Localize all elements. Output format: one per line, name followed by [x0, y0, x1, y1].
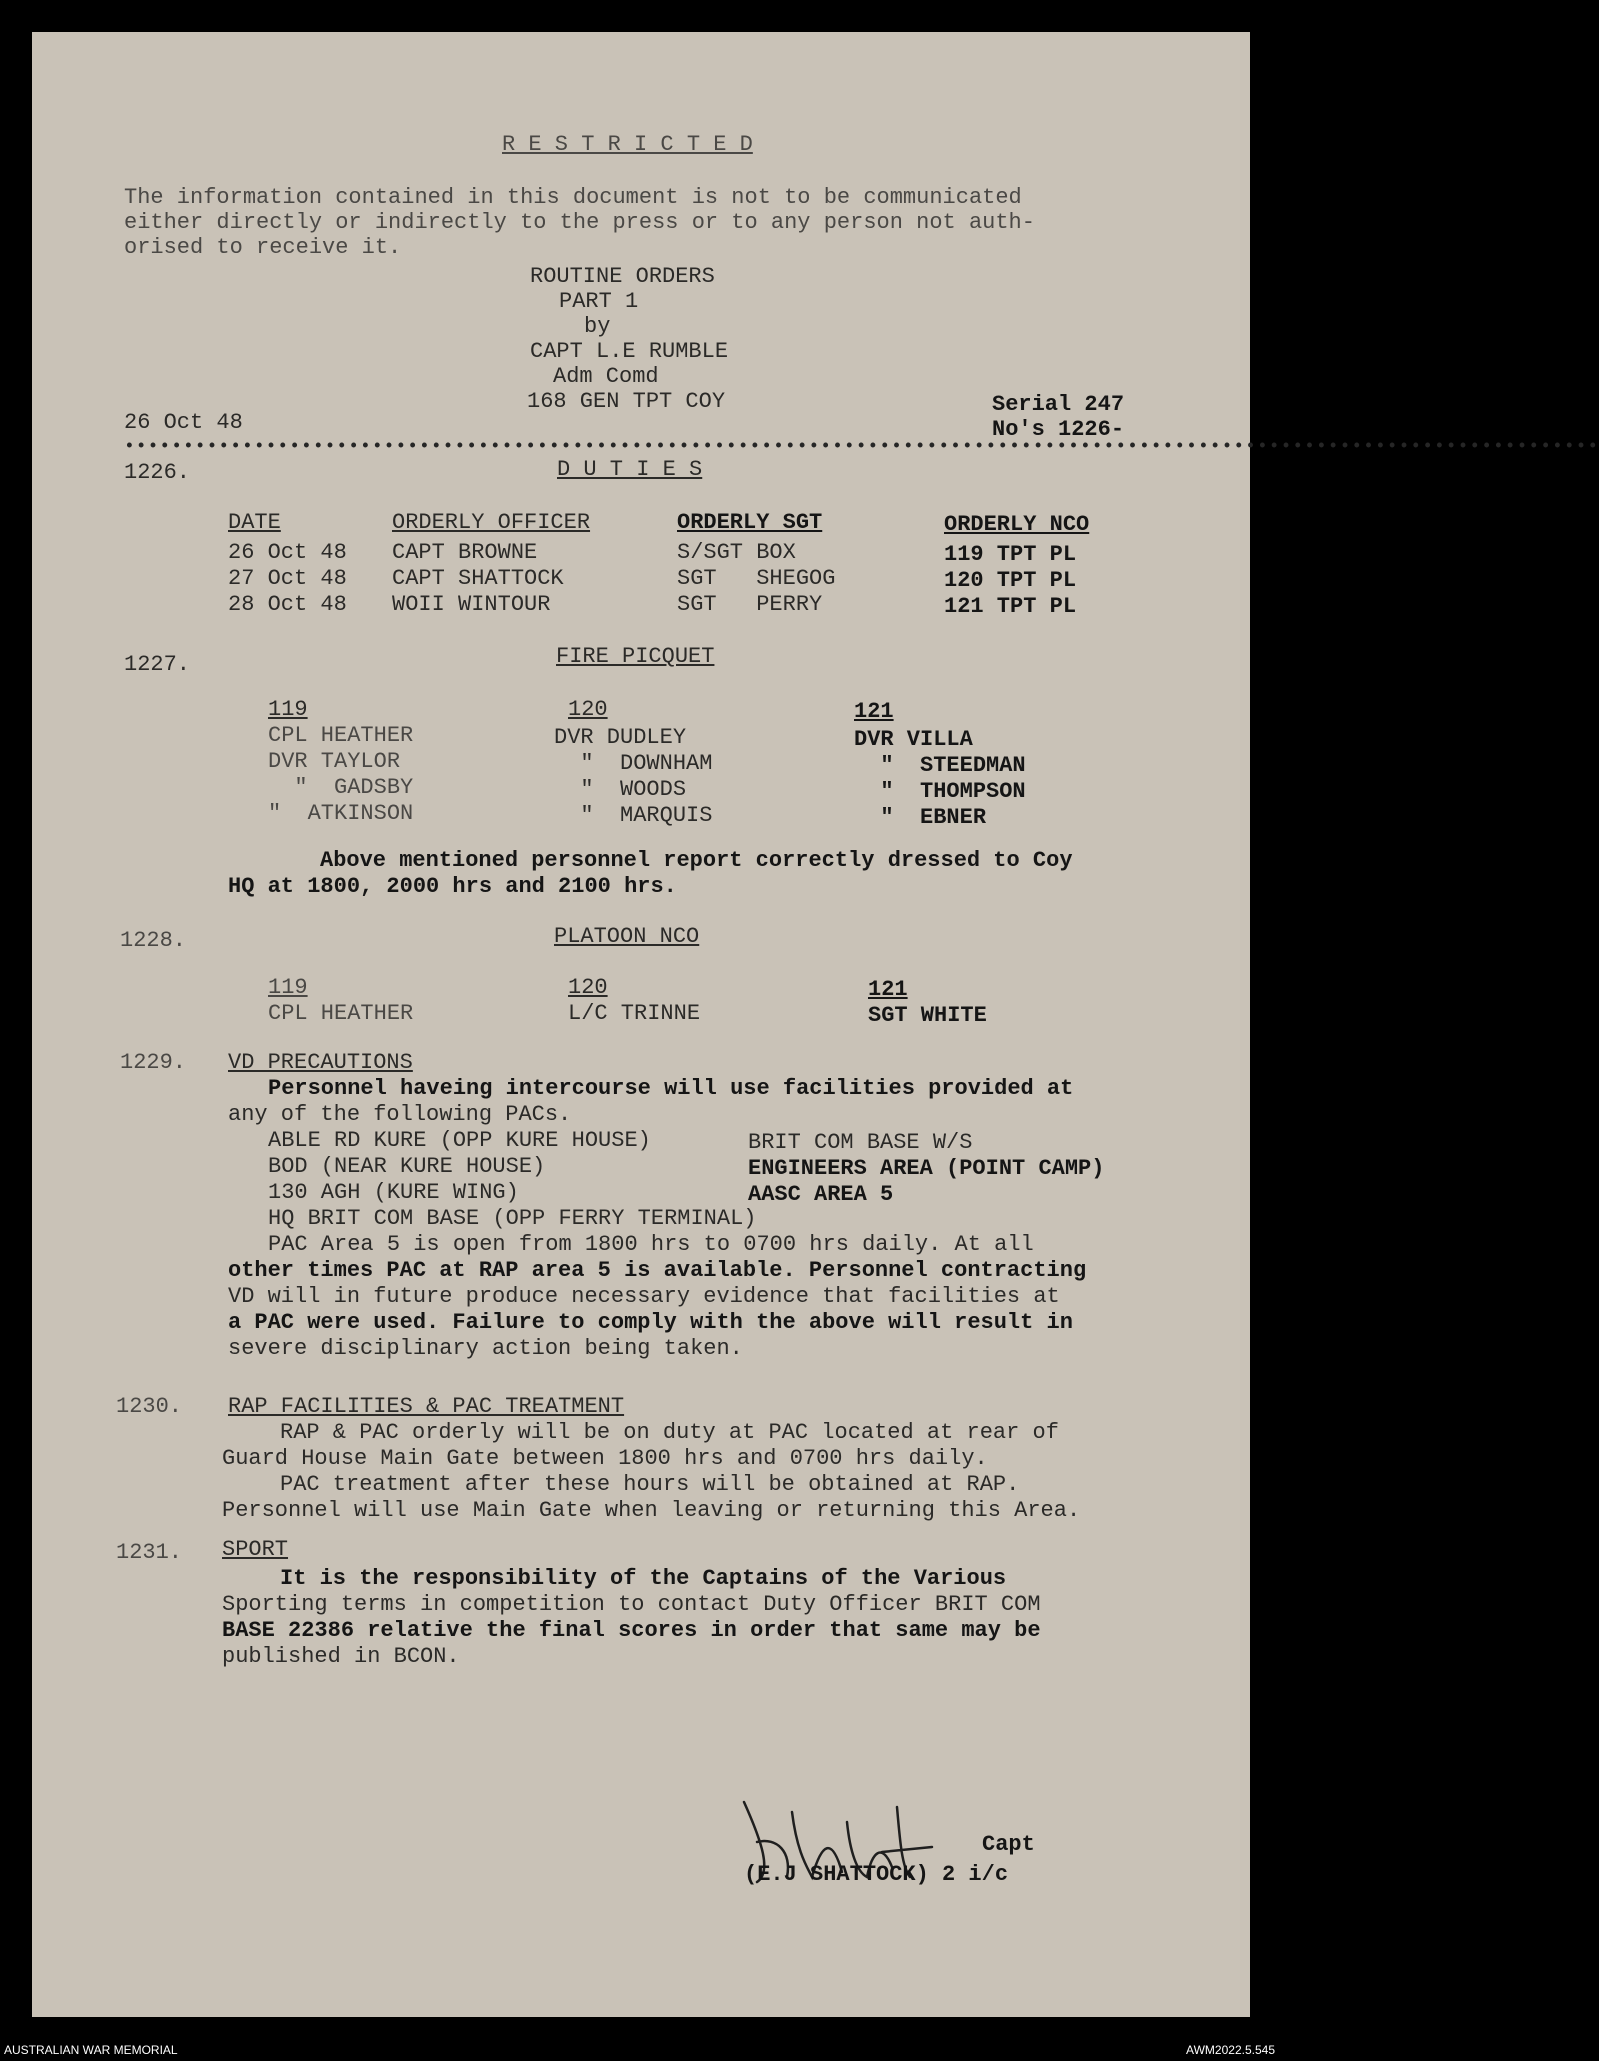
- fire-c2-name: " DOWNHAM: [554, 751, 713, 776]
- vd-pac: HQ BRIT COM BASE (OPP FERRY TERMINAL): [268, 1206, 757, 1231]
- warning-line-1: The information contained in this document is not to be communicated: [124, 185, 1022, 210]
- fire-note-1: Above mentioned personnel report correctly dressed to Coy: [320, 848, 1073, 873]
- sport-line: published in BCON.: [222, 1644, 460, 1669]
- duties-heading: D U T I E S: [557, 457, 703, 482]
- col-sgt: ORDERLY SGT: [677, 510, 823, 535]
- title-by: by: [584, 314, 611, 339]
- doc-date: 26 Oct 48: [124, 410, 243, 435]
- section-num-1227: 1227.: [124, 652, 191, 677]
- vd-line: a PAC were used. Failure to comply with the above will result in: [228, 1310, 1073, 1335]
- section-num-1228: 1228.: [120, 928, 187, 953]
- duty-sgt: SGT SHEGOG: [677, 566, 836, 591]
- title-routine-orders: ROUTINE ORDERS: [530, 264, 715, 289]
- sport-line: BASE 22386 relative the final scores in order that same may be: [222, 1618, 1041, 1643]
- vd-line: other times PAC at RAP area 5 is available. Personnel contracting: [228, 1258, 1087, 1283]
- duty-date: 27 Oct 48: [228, 566, 347, 591]
- duty-nco: 120 TPT PL: [944, 568, 1077, 593]
- vd-pac: BOD (NEAR KURE HOUSE): [268, 1154, 546, 1179]
- duty-sgt: S/SGT BOX: [677, 540, 796, 565]
- duty-officer: CAPT BROWNE: [392, 540, 538, 565]
- title-coy: 168 GEN TPT COY: [527, 389, 726, 414]
- duty-officer: WOII WINTOUR: [392, 592, 551, 617]
- classification: R E S T R I C T E D: [502, 132, 753, 157]
- fire-c2-name: " MARQUIS: [554, 803, 713, 828]
- fire-c2-name: DVR DUDLEY: [554, 725, 687, 750]
- fire-col3-head: 121: [854, 699, 894, 724]
- sport-line: It is the responsibility of the Captains of the Various: [280, 1566, 1007, 1591]
- platoon-c3: SGT WHITE: [868, 1003, 987, 1028]
- fire-c1-name: DVR TAYLOR: [268, 749, 401, 774]
- duty-officer: CAPT SHATTOCK: [392, 566, 564, 591]
- fire-c1-name: CPL HEATHER: [268, 723, 414, 748]
- duty-sgt: SGT PERRY: [677, 592, 823, 617]
- vd-pac: 130 AGH (KURE WING): [268, 1180, 519, 1205]
- duty-date: 28 Oct 48: [228, 592, 347, 617]
- fire-c3-name: " STEEDMAN: [854, 753, 1026, 778]
- vd-heading: VD PRECAUTIONS: [228, 1050, 413, 1075]
- rap-heading: RAP FACILITIES & PAC TREATMENT: [228, 1394, 625, 1419]
- document-page: [32, 32, 1599, 2017]
- dotted-divider: •••••••••••••••••••••••••••••••••••••••••••••••••••••••••••••••••••••••••••••••••••••••••••••••••••••••••••••••••••••••••••••: [124, 437, 1599, 457]
- fire-col2-head: 120: [568, 697, 608, 722]
- vd-pac: AASC AREA 5: [748, 1182, 894, 1207]
- title-capt: CAPT L.E RUMBLE: [530, 339, 729, 364]
- warning-line-2: either directly or indirectly to the press or to any person not auth-: [124, 210, 1035, 235]
- platoon-c2-head: 120: [568, 975, 608, 1000]
- warning-line-3: orised to receive it.: [124, 235, 402, 260]
- rap-line: PAC treatment after these hours will be obtained at RAP.: [280, 1472, 1020, 1497]
- col-officer: ORDERLY OFFICER: [392, 510, 591, 535]
- fire-c3-name: DVR VILLA: [854, 727, 973, 752]
- section-num-1226: 1226.: [124, 460, 191, 485]
- serial: Serial 247: [992, 392, 1125, 417]
- platoon-c1-head: 119: [268, 975, 308, 1000]
- platoon-c1: CPL HEATHER: [268, 1001, 414, 1026]
- section-num-1230: 1230.: [116, 1394, 183, 1419]
- platoon-c3-head: 121: [868, 977, 908, 1002]
- signature-name: (E.J SHATTOCK) 2 i/c: [744, 1862, 1009, 1887]
- signature-rank: Capt: [982, 1832, 1035, 1857]
- platoon-heading: PLATOON NCO: [554, 924, 700, 949]
- duty-nco: 119 TPT PL: [944, 542, 1077, 567]
- section-num-1229: 1229.: [120, 1050, 187, 1075]
- fire-c3-name: " EBNER: [854, 805, 987, 830]
- vd-pac: ABLE RD KURE (OPP KURE HOUSE): [268, 1128, 651, 1153]
- fire-note-2: HQ at 1800, 2000 hrs and 2100 hrs.: [228, 874, 677, 899]
- fire-c2-name: " WOODS: [554, 777, 687, 802]
- vd-line: PAC Area 5 is open from 1800 hrs to 0700 hrs daily. At all: [268, 1232, 1034, 1257]
- sport-heading: SPORT: [222, 1537, 289, 1562]
- platoon-c2: L/C TRINNE: [568, 1001, 701, 1026]
- fire-heading: FIRE PICQUET: [556, 644, 715, 669]
- vd-pac: BRIT COM BASE W/S: [748, 1130, 973, 1155]
- nos: No's 1226-: [992, 417, 1125, 442]
- title-part: PART 1: [559, 289, 639, 314]
- duty-nco: 121 TPT PL: [944, 594, 1077, 619]
- fire-c3-name: " THOMPSON: [854, 779, 1026, 804]
- vd-line: any of the following PACs.: [228, 1102, 572, 1127]
- rap-line: Guard House Main Gate between 1800 hrs and 0700 hrs daily.: [222, 1446, 988, 1471]
- title-adm: Adm Comd: [553, 364, 659, 389]
- vd-line: Personnel haveing intercourse will use facilities provided at: [268, 1076, 1074, 1101]
- vd-line: VD will in future produce necessary evidence that facilities at: [228, 1284, 1060, 1309]
- col-nco: ORDERLY NCO: [944, 512, 1090, 537]
- fire-col1-head: 119: [268, 697, 308, 722]
- vd-line: severe disciplinary action being taken.: [228, 1336, 743, 1361]
- fire-c1-name: " GADSBY: [268, 775, 414, 800]
- col-date: DATE: [228, 510, 281, 535]
- duty-date: 26 Oct 48: [228, 540, 347, 565]
- section-num-1231: 1231.: [116, 1540, 183, 1565]
- vd-pac: ENGINEERS AREA (POINT CAMP): [748, 1156, 1105, 1181]
- rap-line: RAP & PAC orderly will be on duty at PAC located at rear of: [280, 1420, 1059, 1445]
- rap-line: Personnel will use Main Gate when leaving or returning this Area.: [222, 1498, 1081, 1523]
- fire-c1-name: " ATKINSON: [268, 801, 414, 826]
- footer-accession: AWM2022.5.545: [1186, 2043, 1275, 2057]
- sport-line: Sporting terms in competition to contact Duty Officer BRIT COM: [222, 1592, 1041, 1617]
- footer-institution: AUSTRALIAN WAR MEMORIAL: [4, 2043, 178, 2057]
